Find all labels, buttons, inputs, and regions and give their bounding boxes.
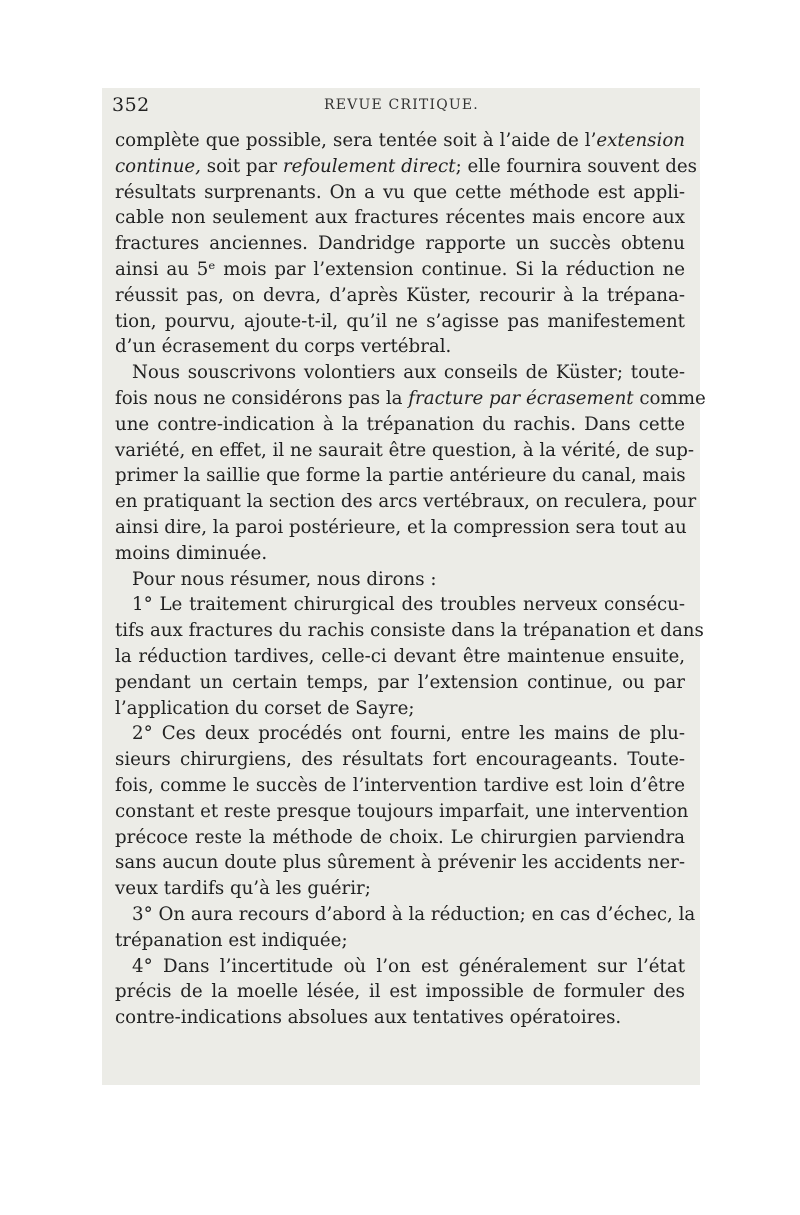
text-line: tifs aux fractures du rachis consiste dans la trépanation et dans: [115, 620, 704, 642]
text-line: moins diminuée.: [115, 542, 268, 564]
text-line: résultats surprenants. On a vu que cette méthode est appli-: [115, 181, 685, 203]
text-line: constant et reste presque toujours imparfait, une intervention: [115, 800, 689, 822]
text-line: 4° Dans l’incertitude où l’on est généralement sur l’état: [132, 955, 685, 977]
page-header: [112, 94, 690, 124]
text-line: sieurs chirurgiens, des résultats fort encourageants. Toute-: [115, 749, 685, 771]
text-line: précis de la moelle lésée, il est impossible de formuler des: [115, 981, 685, 1003]
text-line: primer la saillie que forme la partie antérieure du canal, mais: [115, 465, 686, 487]
text-line: pendant un certain temps, par l’extension continue, ou par: [115, 671, 685, 693]
text-line: sans aucun doute plus sûrement à prévenir les accidents ner-: [115, 852, 685, 874]
text-line: cable non seulement aux fractures récentes mais encore aux: [115, 207, 685, 229]
text-line: d’un écrasement du corps vertébral.: [115, 336, 452, 358]
text-line: Pour nous résumer, nous dirons :: [132, 568, 437, 590]
text-line: continue, soit par refoulement direct; elle fournira souvent des: [115, 155, 697, 177]
text-line: trépanation est indiquée;: [115, 929, 348, 951]
body-text: [115, 128, 706, 1031]
text-line: tion, pourvu, ajoute-t-il, qu’il ne s’agisse pas manifestement: [115, 310, 685, 332]
text-line: ainsi au 5ᵉ mois par l’extension continue. Si la réduction ne: [115, 258, 685, 280]
running-title: REVUE CRITIQUE.: [324, 97, 479, 113]
page-number: 352: [112, 94, 150, 116]
text-line: précoce reste la méthode de choix. Le chirurgien parviendra: [115, 826, 685, 848]
text-line: 2° Ces deux procédés ont fourni, entre les mains de plu-: [132, 723, 685, 745]
text-line: fractures anciennes. Dandridge rapporte un succès obtenu: [115, 233, 685, 255]
text-line: fois, comme le succès de l’intervention tardive est loin d’être: [115, 774, 685, 796]
text-line: en pratiquant la section des arcs vertébraux, on reculera, pour: [115, 491, 697, 513]
text-line: ainsi dire, la paroi postérieure, et la compression sera tout au: [115, 516, 687, 538]
text-line: l’application du corset de Sayre;: [115, 697, 415, 719]
text-line: variété, en effet, il ne saurait être question, à la vérité, de sup-: [115, 439, 694, 461]
text-line: contre-indications absolues aux tentatives opératoires.: [115, 1007, 622, 1029]
text-line: réussit pas, on devra, d’après Küster, recourir à la trépana-: [115, 284, 685, 306]
text-line: fois nous ne considérons pas la fracture par écrasement comme: [115, 387, 706, 409]
text-line: complète que possible, sera tentée soit à l’aide de l’extension: [115, 130, 685, 151]
text-line: la réduction tardives, celle-ci devant être maintenue ensuite,: [115, 645, 685, 667]
text-line: Nous souscrivons volontiers aux conseils de Küster; toute-: [132, 362, 685, 384]
text-line: une contre-indication à la trépanation du rachis. Dans cette: [115, 413, 685, 435]
text-line: 1° Le traitement chirurgical des troubles nerveux consécu-: [132, 594, 685, 616]
text-line: veux tardifs qu’à les guérir;: [115, 878, 371, 900]
text-line: 3° On aura recours d’abord à la réduction; en cas d’échec, la: [132, 903, 696, 925]
